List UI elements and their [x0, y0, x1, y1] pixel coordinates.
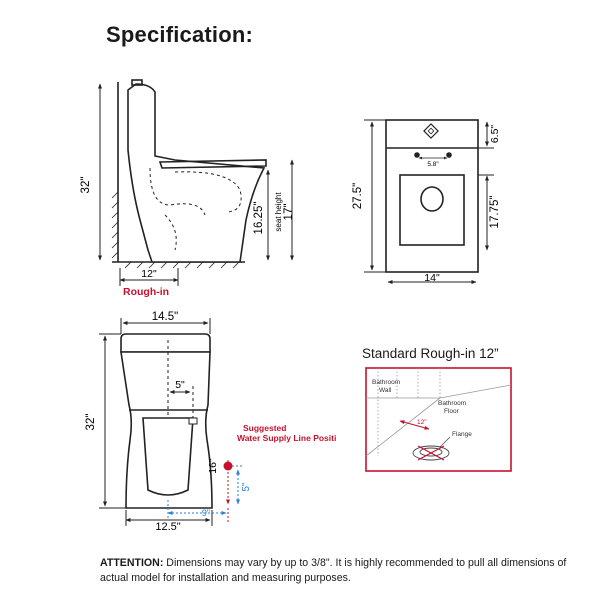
attention-text: Dimensions may vary by up to 3/8". It is highly recommended to pull all dimensions of actual model for installation and measuring purposes.	[100, 557, 567, 584]
front-view	[121, 334, 212, 508]
width-label: 14"	[424, 272, 440, 284]
seat-height-label: seat height	[274, 192, 283, 232]
top-dims	[364, 120, 494, 282]
top-view	[386, 120, 478, 272]
front-body	[121, 352, 212, 508]
rough-in-label: Rough-in	[123, 286, 170, 298]
side-view	[112, 80, 266, 268]
page-title: Specification:	[106, 22, 254, 47]
suggested-label-2: Water Supply Line Positi	[237, 433, 337, 443]
depth-label: 27.5"	[352, 182, 364, 210]
wall-hatch	[112, 192, 118, 258]
front-tank-top	[121, 334, 210, 352]
flush-button-top	[424, 124, 438, 138]
supply-5-label: 5"	[241, 482, 252, 492]
wall-label-2: Wall	[379, 387, 392, 394]
toilet-profile	[128, 84, 264, 262]
suggested-label-1: Suggested	[243, 423, 287, 433]
bowl-label: 17.75"	[489, 195, 501, 229]
flange-label: Flange	[452, 431, 472, 438]
bowl-opening	[421, 187, 443, 211]
floor-label-2: Floor	[444, 408, 459, 415]
seat-17-label: 17"	[283, 203, 295, 221]
floor-label-1: Bathroom	[438, 400, 467, 407]
panel-12-label: 12"	[417, 419, 427, 426]
hole-left	[415, 153, 419, 157]
base-width-label: 12.5"	[155, 521, 181, 533]
front-height-label: 32"	[85, 413, 97, 431]
rough-dim-label: 12"	[141, 268, 157, 280]
bowl-rect	[400, 175, 464, 245]
hole-right	[447, 153, 451, 157]
wall-label-1: Bathroom	[372, 379, 401, 386]
supply-16-label: 16"	[207, 458, 219, 474]
tank-label: 6.5"	[489, 124, 501, 144]
attention-note	[100, 556, 570, 586]
offset-5-label: 5"	[175, 379, 185, 391]
seat-1625-label: 16.25"	[253, 201, 265, 235]
side-height-label: 32"	[80, 176, 92, 194]
dim-9-label: 9"	[201, 508, 211, 518]
supply-valve	[189, 418, 197, 424]
supply-point-icon	[224, 462, 233, 471]
attention-label: ATTENTION:	[100, 557, 164, 569]
holes-label: 5.8"	[427, 161, 439, 168]
standard-roughin-title: Standard Rough-in 12”	[362, 346, 499, 361]
top-width-label: 14.5"	[151, 311, 179, 323]
flush-button	[132, 80, 142, 85]
